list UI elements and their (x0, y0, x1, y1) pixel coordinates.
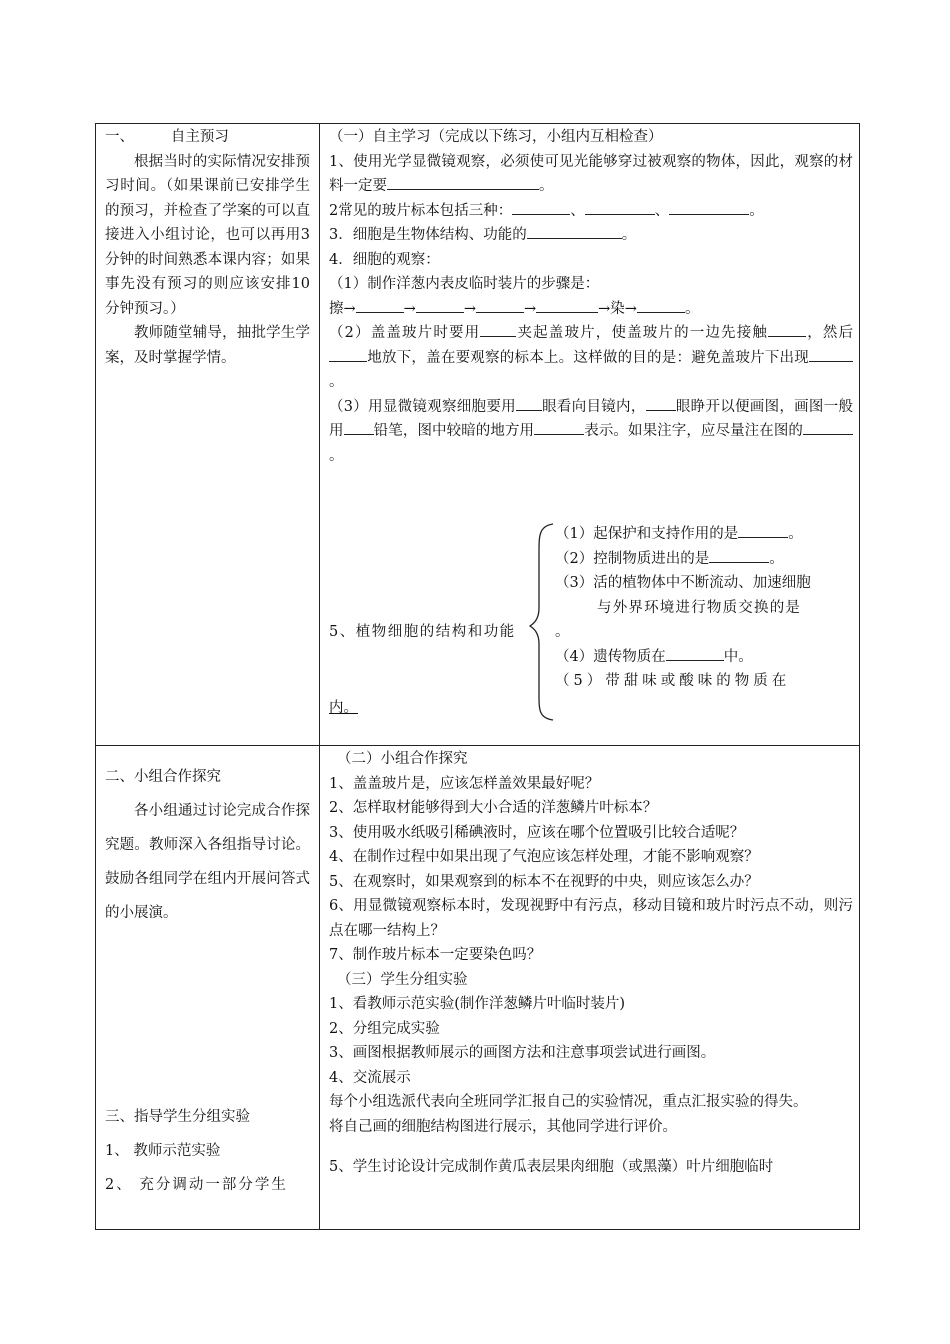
question-4-2 (329, 321, 853, 395)
answer-blank[interactable] (536, 297, 598, 313)
question-4-3 (329, 395, 853, 469)
section3-item-1: 1、 教师示范实验 (105, 1143, 221, 1159)
steps-line (329, 297, 853, 322)
arrow: → (523, 300, 537, 317)
question-1-text: 1、使用光学显微镜观察，必须使可见光能够穿过被观察的物体，因此，观察的材料一定要 (329, 153, 853, 194)
answer-blank[interactable] (709, 547, 769, 563)
punct: 、 (570, 202, 585, 219)
experiment-step: 每个小组选派代表向全班同学汇报自己的实验情况，重点汇报实验的得失。 (329, 1094, 808, 1110)
group-work-heading: （二）小组合作探究 (337, 751, 468, 767)
question-5-label: 5、植物细胞的结构和功能 (329, 624, 516, 640)
question-4: 4．细胞的观察： (329, 251, 440, 268)
section2-instructions: 各小组通过讨论完成合作探究题。教师深入各组指导讨论。鼓励各组同学在组内开展问答式的小展演。 (105, 803, 310, 921)
answer-blank[interactable] (768, 321, 806, 337)
punct: 。 (539, 178, 554, 194)
item-5-end (329, 696, 358, 717)
item-text: （5）带甜味或酸味的物质在 (555, 673, 791, 689)
answer-blank[interactable] (512, 199, 570, 215)
group-question: 1、盖盖玻片是，应该怎样盖效果最好呢？ (329, 775, 600, 792)
item-text: 中。 (723, 648, 753, 665)
punct: 、 (654, 202, 670, 219)
answer-blank[interactable] (534, 419, 584, 435)
experiment-heading: （三）学生分组实验 (337, 971, 468, 988)
answer-blank[interactable] (738, 522, 788, 538)
answer-blank[interactable] (809, 346, 853, 362)
q-text: ，然后 (806, 325, 854, 341)
item-4 (555, 645, 853, 670)
group-question: 6、用显微镜观察标本时，发现视野中有污点，移动目镜和玻片时污点不动，则污点在哪一结构上？ (329, 898, 853, 939)
section2-left-cell (105, 760, 310, 1202)
plant-cell-items (555, 522, 853, 694)
experiment-step: 2、分组完成实验 (329, 1020, 440, 1037)
answer-blank[interactable] (527, 223, 622, 239)
item-2 (555, 547, 853, 572)
question-3-text: 3．细胞是生物体结构、功能的 (329, 227, 527, 243)
section3-title: 三、指导学生分组实验 (105, 1109, 250, 1125)
answer-blank[interactable] (666, 645, 724, 661)
row-divider (95, 745, 860, 746)
section1-title: 一、 自主预习 (105, 129, 229, 145)
experiment-step: 4、交流展示 (329, 1069, 411, 1086)
arrow: → (463, 300, 476, 317)
answer-blank[interactable] (356, 297, 404, 313)
punct: 。 (684, 300, 700, 317)
step-text: →染→ (598, 300, 637, 317)
q-text: （2）盖盖玻片时要用 (329, 325, 481, 341)
answer-blank[interactable] (416, 297, 464, 313)
answer-blank[interactable] (476, 297, 524, 313)
section1-teacher-note: 教师随堂辅导，抽批学生学案，及时掌握学情。 (105, 325, 310, 366)
group-question: 3、使用吸水纸吸引稀碘液时，应该在哪个位置吸引比较合适呢？ (329, 824, 745, 841)
section3-item-2: 2、 充分调动一部分学生 (105, 1177, 288, 1193)
punct: 。 (769, 550, 784, 567)
answer-blank[interactable] (516, 395, 542, 411)
q-text: 铅笔，图中较暗的地方用 (373, 423, 535, 439)
question-2-text: 2常见的玻片标本包括三种： (329, 202, 513, 219)
item-3c: 。 (555, 624, 570, 640)
answer-blank[interactable] (480, 321, 516, 337)
question-2 (329, 199, 853, 224)
section1-right-cell (329, 125, 853, 468)
item-5 (555, 669, 853, 694)
section2-right-cell (329, 747, 853, 1180)
brace-icon (529, 522, 555, 722)
experiment-step: 1、看教师示范实验(制作洋葱鳞片叶临时装片) (329, 996, 626, 1012)
step-text: 擦→ (329, 300, 356, 317)
experiment-step: 3、画图根据教师展示的画图方法和注意事项尝试进行画图。 (329, 1045, 716, 1061)
group-question: 5、在观察时，如果观察到的标本不在视野的中央，则应该怎么办？ (329, 873, 759, 890)
answer-blank[interactable] (637, 297, 685, 313)
answer-blank[interactable] (646, 395, 676, 411)
question-4-1: （1）制作洋葱内表皮临时装片的步骤是： (329, 276, 600, 292)
answer-blank[interactable] (387, 174, 539, 190)
answer-blank[interactable] (344, 419, 374, 435)
section2-title: 二、小组合作探究 (105, 769, 221, 785)
column-divider (319, 123, 320, 1230)
punct: 。 (749, 202, 764, 219)
arrow: → (403, 300, 416, 317)
q-text: 夹起盖玻片，使盖玻片的一边先接触 (516, 325, 769, 341)
item-text: （4）遗传物质在 (555, 648, 666, 665)
answer-blank[interactable] (669, 199, 749, 215)
experiment-step: 将自己画的细胞结构图进行展示，其他同学进行评价。 (329, 1118, 677, 1135)
group-question: 2、怎样取材能够得到大小合适的洋葱鳞片叶标本？ (329, 800, 658, 816)
q-text: 地放下，盖在要观察的标本上。这样做的目的是：避免盖玻片下出现 (367, 349, 809, 366)
punct: 。 (788, 526, 803, 542)
item-text: （2）控制物质进出的是 (555, 550, 710, 567)
punct: 。 (621, 227, 637, 243)
item-3b: 与外界环境进行物质交换的是 (597, 599, 802, 616)
punct: 。 (329, 374, 344, 390)
experiment-step-5: 5、学生讨论设计完成制作黄瓜表层果肉细胞（或黑藻）叶片细胞临时 (329, 1159, 774, 1175)
section1-instructions: 根据当时的实际情况安排预习时间。（如果课前已安排学生的预习，并检查了学案的可以直接进入小组讨论，也可以再用3分钟的时间熟悉本课内容；如果事先没有预习的则应该安排10分钟预习。） (105, 153, 310, 317)
answer-blank[interactable] (803, 419, 853, 435)
item-3: （3）活的植物体中不断流动、加速细胞 (555, 575, 811, 591)
answer-blank[interactable] (329, 346, 367, 362)
self-study-heading: （一）自主学习（完成以下练习，小组内互相检查） (329, 129, 663, 145)
section1-left-cell (105, 125, 310, 370)
spacer (329, 1139, 853, 1155)
answer-blank[interactable] (585, 199, 655, 215)
question-1 (329, 150, 853, 199)
group-question: 7、制作玻片标本一定要染色吗？ (329, 947, 542, 963)
q-text: 眼睁开以便画图，画图一般用 (329, 398, 853, 439)
q-text: 眼看向目镜内， (541, 398, 646, 415)
plant-cell-brace-block (329, 522, 853, 722)
spacer (105, 930, 310, 1100)
question-3 (329, 223, 853, 248)
item-text: （1）起保护和支持作用的是 (555, 526, 739, 542)
q-text: （3）用显微镜观察细胞要用 (329, 398, 516, 415)
q-text: 表示。如果注字，应尽量注在图的 (584, 423, 804, 439)
item-1 (555, 522, 853, 547)
item-text: 内。 (329, 700, 358, 716)
punct: 。 (329, 447, 344, 464)
group-question: 4、在制作过程中如果出现了气泡应该怎样处理，才能不影响观察？ (329, 849, 759, 865)
